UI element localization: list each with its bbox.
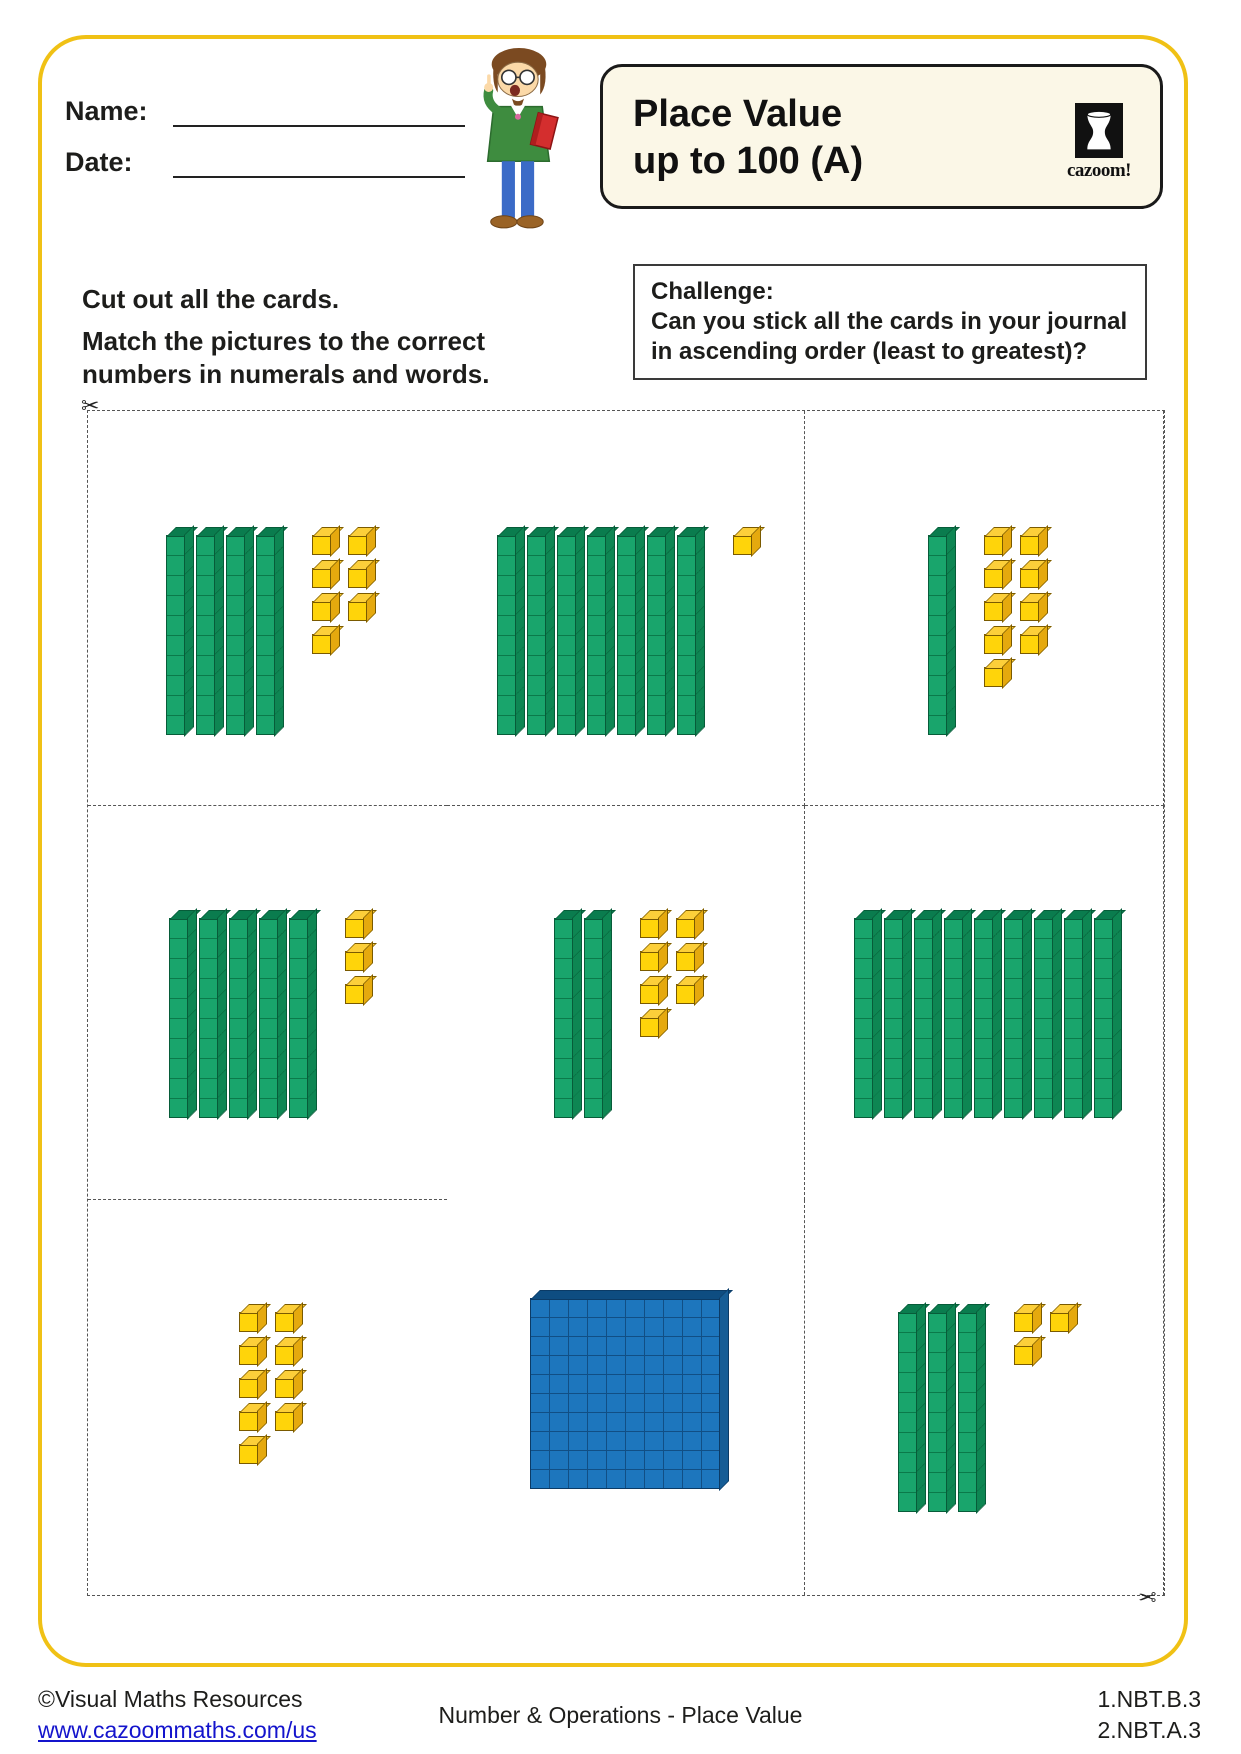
name-date-block [65, 96, 465, 198]
card-blocks [928, 535, 1040, 735]
website-link[interactable]: www.cazoommaths.com/us [38, 1717, 317, 1743]
tens-rod [584, 918, 604, 1118]
date-field [65, 147, 465, 178]
tens-rod [1064, 918, 1084, 1118]
card [805, 806, 1164, 1201]
challenge-label: Challenge: [651, 278, 774, 305]
tens-rod [527, 535, 547, 735]
tens-group [497, 535, 697, 735]
ones-column [312, 535, 332, 654]
card-blocks [898, 1312, 1070, 1512]
ones-cube [275, 1312, 295, 1332]
ones-cube [1050, 1312, 1070, 1332]
ones-cube [312, 535, 332, 555]
name-label: Name: [65, 96, 148, 126]
card-blocks [166, 535, 368, 735]
ones-column [1050, 1312, 1070, 1365]
card-blocks [854, 918, 1114, 1118]
ones-group [984, 535, 1040, 687]
drum-icon [1075, 103, 1123, 158]
title-box [600, 64, 1163, 209]
tens-rod [557, 535, 577, 735]
ones-group [640, 918, 696, 1037]
footer-topic: Number & Operations - Place Value [438, 1702, 803, 1728]
tens-rod [199, 918, 219, 1118]
card-blocks [497, 535, 753, 735]
page-title [633, 91, 863, 185]
ones-cube [239, 1378, 259, 1398]
date-label: Date: [65, 147, 133, 177]
card-blocks [530, 1298, 721, 1489]
ones-cube [640, 1017, 660, 1037]
tens-rod [229, 918, 249, 1118]
ones-cube [1020, 634, 1040, 654]
tens-rod [1034, 918, 1054, 1118]
name-field [65, 96, 465, 127]
ones-cube [984, 568, 1004, 588]
ones-cube [312, 568, 332, 588]
tens-rod [166, 535, 186, 735]
tens-rod [1094, 918, 1114, 1118]
copyright-text: ©Visual Maths Resources [38, 1686, 303, 1712]
date-input-line[interactable] [173, 148, 465, 178]
standards-codes [1097, 1684, 1201, 1746]
standard-code-1: 1.NBT.B.3 [1097, 1686, 1201, 1712]
ones-column [733, 535, 753, 555]
ones-cube [984, 535, 1004, 555]
ones-cube [275, 1378, 295, 1398]
tens-rod [497, 535, 517, 735]
tens-rod [898, 1312, 918, 1512]
tens-group [898, 1312, 978, 1512]
teacher-illustration [452, 44, 590, 236]
scissors-icon: ✂ [1137, 1585, 1156, 1610]
ones-group [239, 1312, 295, 1464]
tens-rod [587, 535, 607, 735]
tens-rod [974, 918, 994, 1118]
tens-group [928, 535, 948, 735]
ones-cube [640, 984, 660, 1004]
tens-rod [854, 918, 874, 1118]
ones-cube [239, 1444, 259, 1464]
hundreds-flat [530, 1298, 721, 1489]
tens-rod [289, 918, 309, 1118]
ones-column [348, 535, 368, 654]
ones-cube [984, 601, 1004, 621]
logo-text: cazoom! [1066, 160, 1132, 181]
ones-group [1014, 1312, 1070, 1365]
ones-cube [676, 951, 696, 971]
card [447, 806, 806, 1201]
tens-rod [196, 535, 216, 735]
card [805, 411, 1164, 806]
ones-cube [1014, 1345, 1034, 1365]
card [88, 411, 447, 806]
ones-column [984, 535, 1004, 687]
tens-group [166, 535, 276, 735]
ones-group [345, 918, 365, 1004]
ones-group [312, 535, 368, 654]
ones-cube [733, 535, 753, 555]
ones-cube [345, 984, 365, 1004]
card [88, 806, 447, 1201]
ones-cube [348, 568, 368, 588]
instruction-line-2: Match the pictures to the correct numbers in numerals and words. [82, 326, 490, 389]
card-blocks [169, 918, 365, 1118]
card [447, 411, 806, 806]
ones-column [1014, 1312, 1034, 1365]
instruction-line-1: Cut out all the cards. [82, 284, 340, 314]
challenge-text: Can you stick all the cards in your journal in ascending order (least to greatest)? [651, 308, 1128, 365]
name-input-line[interactable] [173, 97, 465, 127]
tens-group [854, 918, 1114, 1118]
ones-cube [312, 634, 332, 654]
ones-cube [239, 1345, 259, 1365]
tens-rod [928, 1312, 948, 1512]
tens-rod [958, 1312, 978, 1512]
ones-cube [348, 535, 368, 555]
tens-rod [944, 918, 964, 1118]
tens-rod [226, 535, 246, 735]
challenge-box [633, 264, 1147, 380]
title-line2: up to 100 (A) [633, 140, 864, 182]
ones-column [1020, 535, 1040, 687]
ones-cube [275, 1411, 295, 1431]
cazoom-logo [1064, 103, 1134, 182]
cards-grid [81, 393, 1165, 1610]
ones-column [640, 918, 660, 1037]
ones-cube [312, 601, 332, 621]
card-blocks [239, 1312, 295, 1464]
tens-group [169, 918, 309, 1118]
card [88, 1200, 447, 1595]
ones-cube [275, 1345, 295, 1365]
tens-group [554, 918, 604, 1118]
tens-rod [914, 918, 934, 1118]
ones-column [345, 918, 365, 1004]
title-line1: Place Value [633, 93, 843, 135]
ones-cube [348, 601, 368, 621]
tens-rod [617, 535, 637, 735]
ones-column [676, 918, 696, 1037]
tens-rod [256, 535, 276, 735]
ones-group [733, 535, 753, 555]
ones-cube [676, 984, 696, 1004]
ones-cube [239, 1312, 259, 1332]
ones-cube [345, 951, 365, 971]
standard-code-2: 2.NBT.A.3 [1097, 1717, 1201, 1743]
tens-rod [928, 535, 948, 735]
tens-rod [1004, 918, 1024, 1118]
scissors-icon: ✂ [81, 393, 100, 418]
ones-cube [984, 667, 1004, 687]
card [805, 1200, 1164, 1595]
card-blocks [554, 918, 696, 1118]
ones-cube [239, 1411, 259, 1431]
card [447, 1200, 806, 1595]
ones-column [275, 1312, 295, 1464]
ones-cube [676, 918, 696, 938]
ones-cube [1014, 1312, 1034, 1332]
tens-rod [554, 918, 574, 1118]
tens-rod [259, 918, 279, 1118]
ones-cube [984, 634, 1004, 654]
instructions [82, 283, 602, 391]
tens-rod [884, 918, 904, 1118]
ones-cube [1020, 601, 1040, 621]
ones-cube [640, 918, 660, 938]
ones-column [239, 1312, 259, 1464]
ones-cube [1020, 568, 1040, 588]
ones-cube [345, 918, 365, 938]
ones-cube [640, 951, 660, 971]
ones-cube [1020, 535, 1040, 555]
tens-rod [647, 535, 667, 735]
tens-rod [169, 918, 189, 1118]
tens-rod [677, 535, 697, 735]
